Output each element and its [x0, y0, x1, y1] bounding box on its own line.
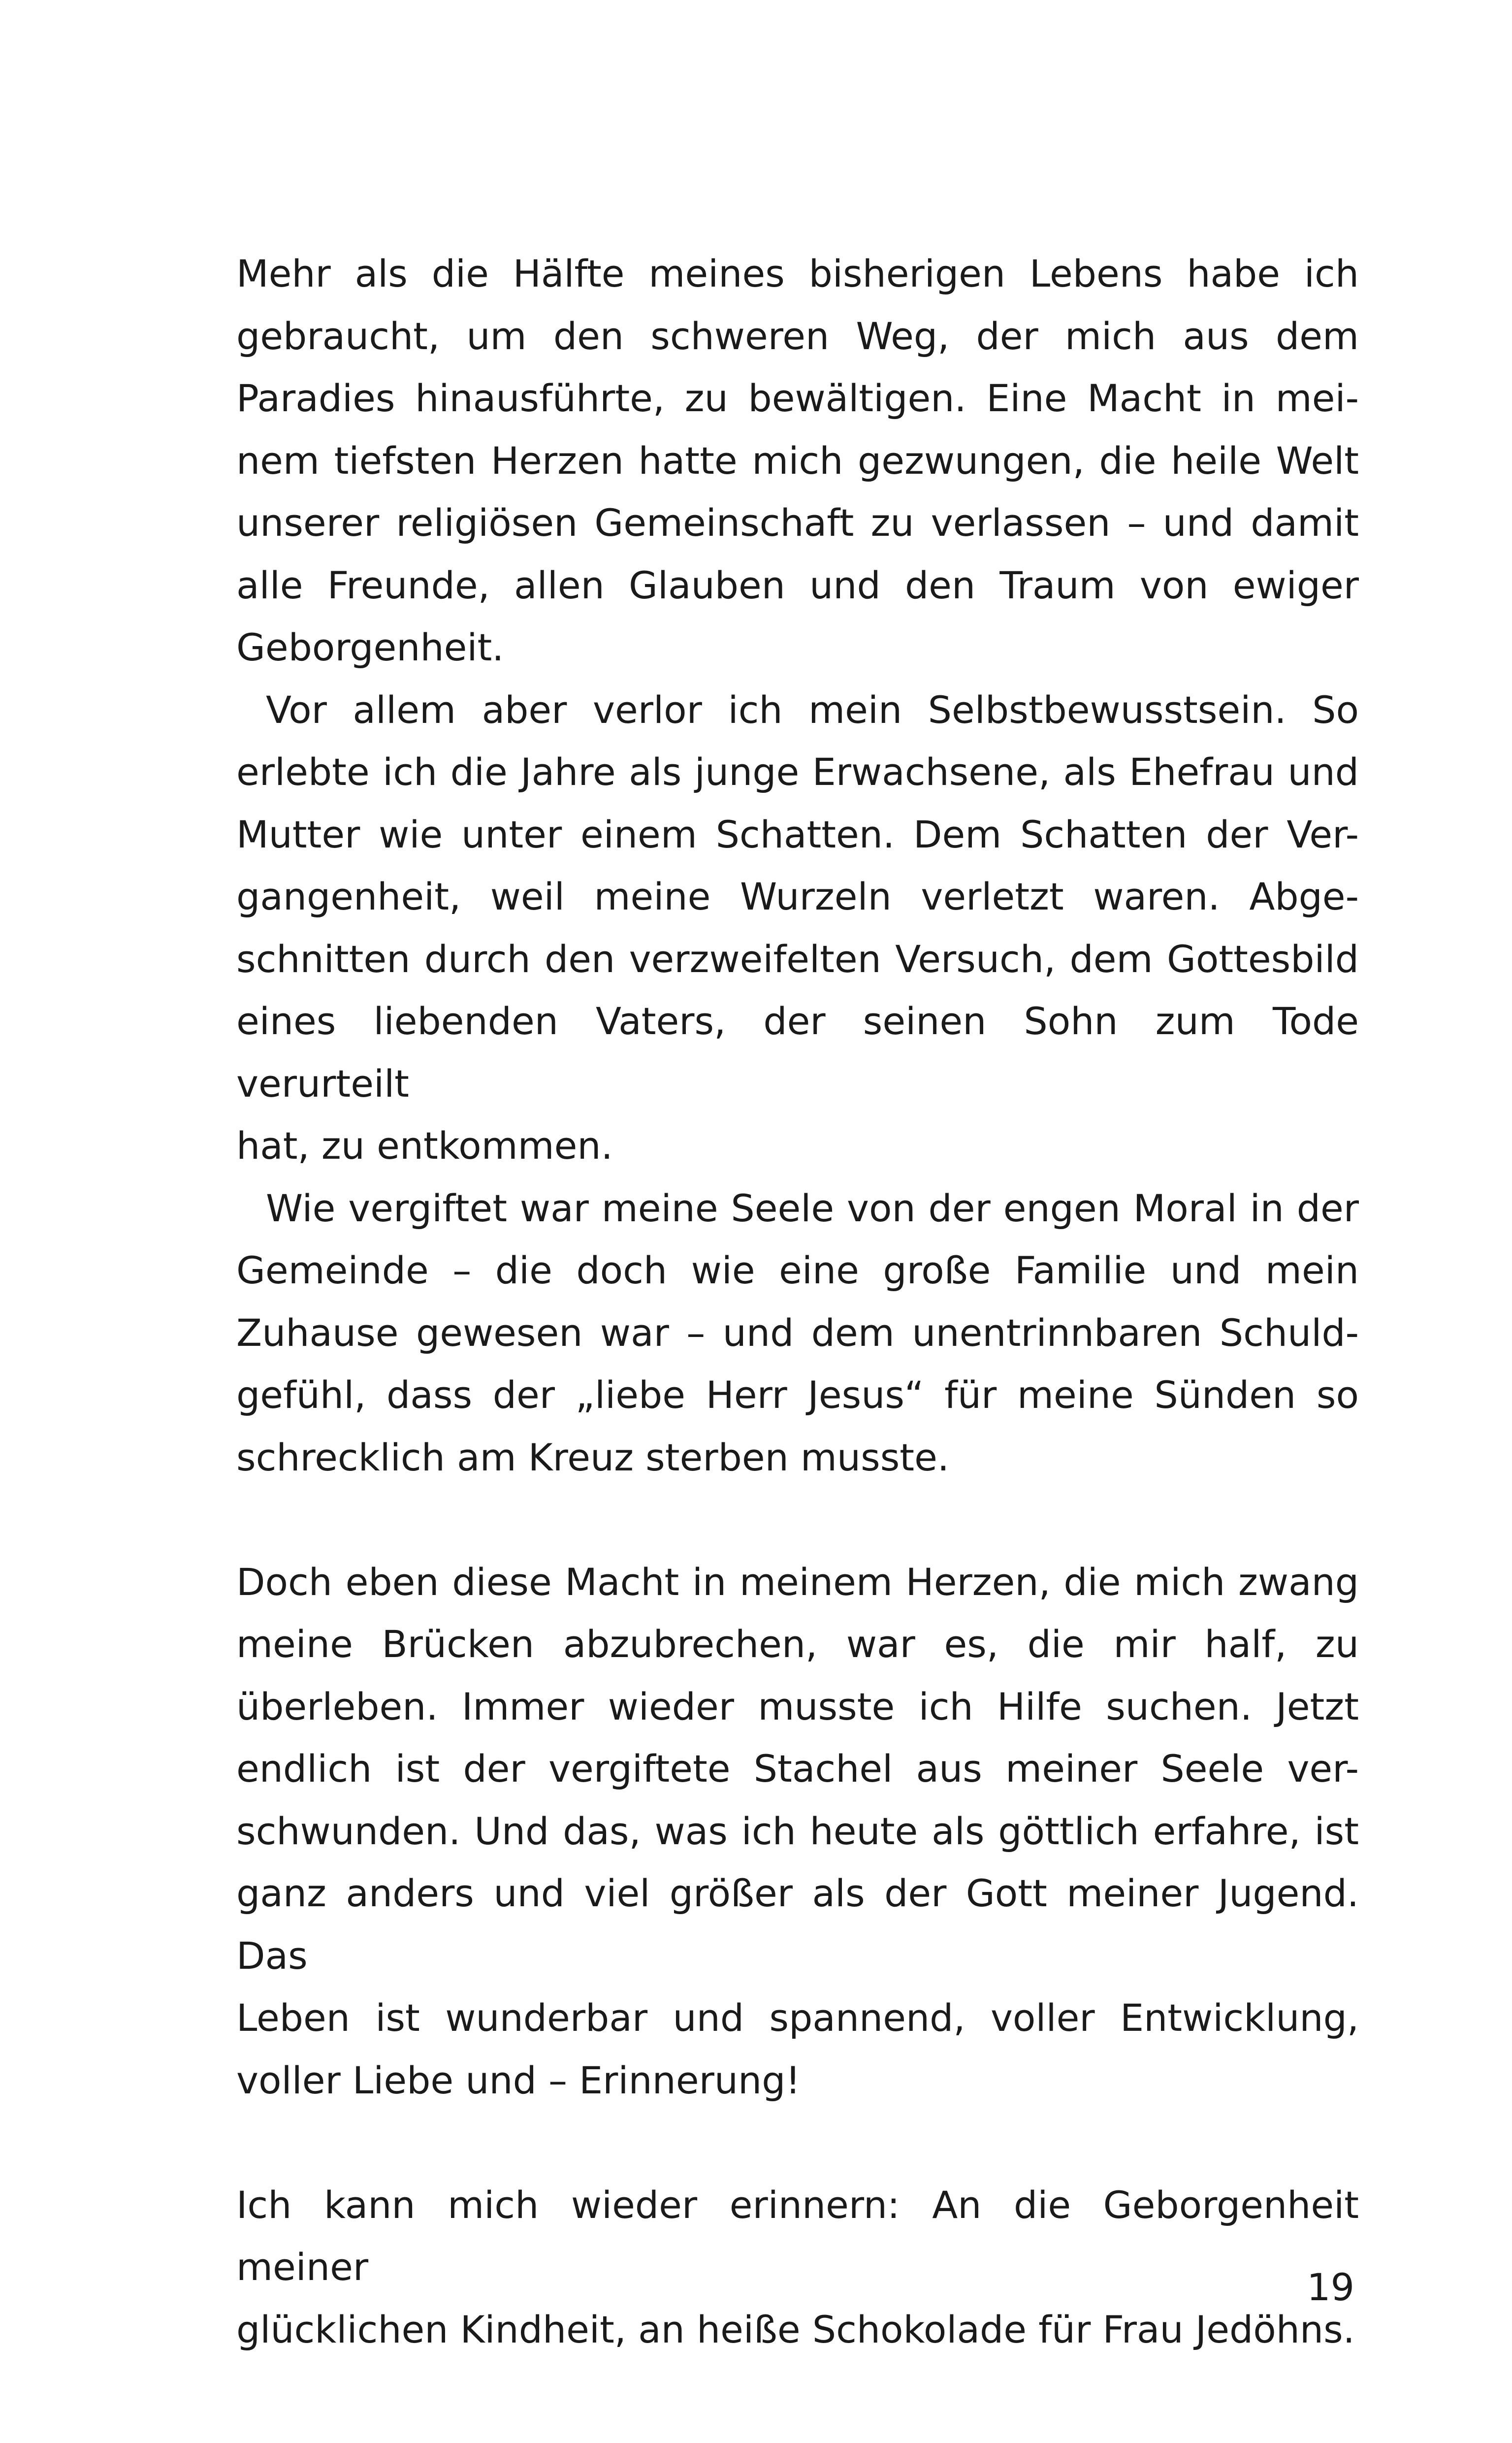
text-line: schwunden. Und das, was ich heute als göttlich erfahre, ist	[236, 1809, 1359, 1853]
text-line: glücklichen Kindheit, an heiße Schokolade für Frau Jedöhns.	[236, 2307, 1355, 2351]
text-line: Paradies hinausführte, zu bewältigen. Eine Macht in mei-	[236, 376, 1359, 420]
text-line: Wie vergiftet war meine Seele von der engen Moral in der	[266, 1186, 1359, 1230]
text-line: Zuhause gewesen war – und dem unentrinnbaren Schuld-	[236, 1310, 1359, 1355]
text-line: meine Brücken abzubrechen, war es, die mir half, zu	[236, 1622, 1359, 1666]
text-line: nem tiefsten Herzen hatte mich gezwungen, die heile Welt	[236, 438, 1359, 483]
text-line: Doch eben diese Macht in meinem Herzen, die mich zwang	[236, 1560, 1359, 1604]
body-text	[236, 243, 1359, 2361]
page-number: 19	[1307, 2265, 1354, 2309]
paragraph-5	[236, 2174, 1359, 2361]
text-line: alle Freunde, allen Glauben und den Traum von ewiger	[236, 563, 1359, 607]
text-line: Vor allem aber verlor ich mein Selbstbewusstsein. So	[266, 687, 1359, 732]
text-line: schrecklich am Kreuz sterben musste.	[236, 1435, 950, 1479]
text-line: Ich kann mich wieder erinnern: An die Geborgenheit meiner	[236, 2182, 1359, 2289]
text-line: Gemeinde – die doch wie eine große Familie und mein	[236, 1248, 1359, 1292]
text-line: Geborgenheit.	[236, 625, 504, 669]
text-line: eines liebenden Vaters, der seinen Sohn zum Tode verurteilt	[236, 999, 1359, 1106]
text-line: Mehr als die Hälfte meines bisherigen Lebens habe ich	[236, 252, 1359, 295]
text-line: gebraucht, um den schweren Weg, der mich aus dem	[236, 314, 1359, 358]
text-line: Mutter wie unter einem Schatten. Dem Schatten der Ver-	[236, 812, 1359, 856]
paragraph-gap	[236, 2112, 1359, 2174]
text-line: überleben. Immer wieder musste ich Hilfe suchen. Jetzt	[236, 1684, 1359, 1728]
text-line: gefühl, dass der „liebe Herr Jesus“ für meine Sünden so	[236, 1373, 1359, 1417]
text-line: endlich ist der vergiftete Stachel aus meiner Seele ver-	[236, 1747, 1359, 1791]
paragraph-2	[236, 679, 1359, 1177]
text-line: unserer religiösen Gemeinschaft zu verlassen – und damit	[236, 501, 1359, 545]
text-line: hat, zu entkommen.	[236, 1124, 613, 1168]
text-line: schnitten durch den verzweifelten Versuch, dem Gottesbild	[236, 937, 1359, 981]
text-line: erlebte ich die Jahre als junge Erwachsene, als Ehefrau und	[236, 750, 1359, 794]
paragraph-1	[236, 243, 1359, 679]
paragraph-4	[236, 1551, 1359, 2112]
paragraph-gap	[236, 1489, 1359, 1551]
paragraph-3	[236, 1177, 1359, 1489]
text-line: gangenheit, weil meine Wurzeln verletzt waren. Abge-	[236, 875, 1359, 918]
text-line: ganz anders und viel größer als der Gott meiner Jugend. Das	[236, 1871, 1359, 1978]
text-line: voller Liebe und – Erinnerung!	[236, 2058, 801, 2102]
text-line: Leben ist wunderbar und spannend, voller Entwicklung,	[236, 1996, 1359, 2040]
